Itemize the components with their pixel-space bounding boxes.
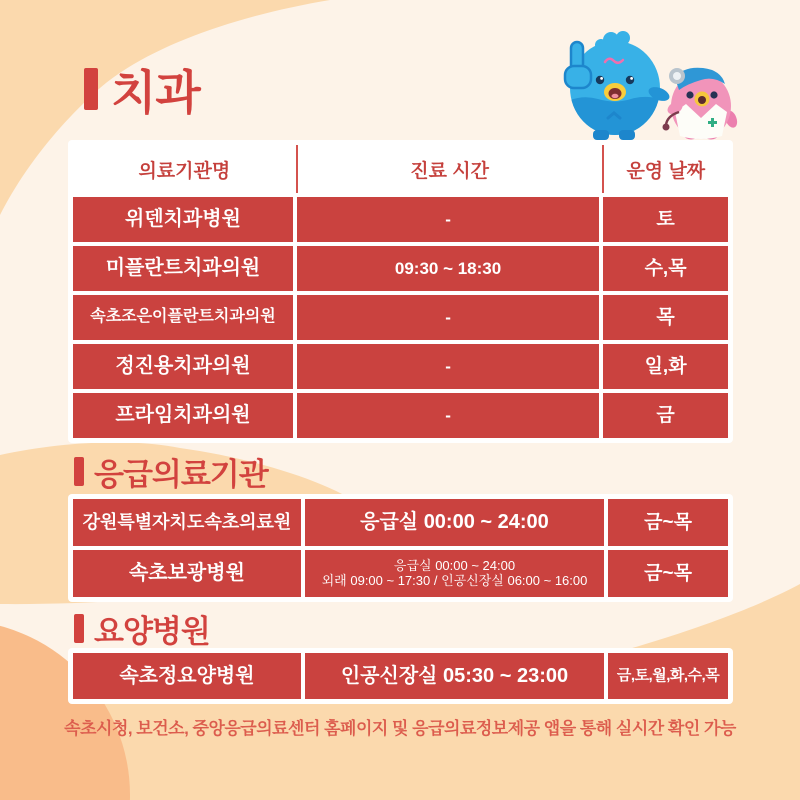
table-row: [73, 499, 728, 546]
cell-days: 금: [603, 393, 728, 438]
section-title-text: 요양병원: [94, 613, 210, 649]
section-title-emergency: [74, 450, 268, 492]
cell-name: 미플란트치과의원: [73, 246, 293, 291]
column-header-days: 운영 날짜: [602, 145, 728, 193]
cell-name: 속초보광병원: [73, 550, 301, 597]
cell-hours: -: [297, 393, 599, 438]
table-row: [73, 393, 728, 438]
mascots-illustration: [563, 27, 749, 140]
hours-line-2: 외래 09:00 ~ 17:30 / 인공신장실 06:00 ~ 16:00: [321, 572, 588, 588]
section-title-bar: [74, 614, 84, 643]
cell-name: 프라임치과의원: [73, 393, 293, 438]
cell-days: 일,화: [603, 344, 728, 389]
cell-hours: 09:30 ~ 18:30: [297, 246, 599, 291]
cell-hours: -: [297, 197, 599, 242]
table-row: [73, 344, 728, 389]
cell-days: 목: [603, 295, 728, 340]
dental-table: [68, 140, 733, 443]
cell-name: 정진용치과의원: [73, 344, 293, 389]
section-title-text: 응급의료기관: [94, 456, 268, 492]
cell-hours: [305, 550, 604, 597]
dental-table-header: [73, 145, 728, 193]
nursing-table: [68, 648, 733, 704]
cell-days: 토: [603, 197, 728, 242]
cell-hours: 응급실 00:00 ~ 24:00: [305, 499, 604, 546]
table-row: [73, 550, 728, 597]
cell-days: 수,목: [603, 246, 728, 291]
section-title-text: 치과: [111, 65, 200, 119]
hours-line-1: 응급실 00:00 ~ 24:00: [393, 557, 516, 573]
cell-hours: 인공신장실 05:30 ~ 23:00: [305, 653, 604, 699]
pink-doctor-mascot: [663, 68, 740, 140]
table-row: [73, 653, 728, 699]
section-title-nursing: [74, 607, 210, 649]
section-title-bar: [74, 457, 84, 486]
blue-bird-thumbs-up-mascot: [563, 31, 671, 140]
cell-name: 속초정요양병원: [73, 653, 301, 699]
cell-days: 금,토,월,화,수,목: [608, 653, 728, 699]
cell-name: 속초조은이플란트치과의원: [73, 295, 293, 340]
table-row: [73, 295, 728, 340]
table-row: [73, 246, 728, 291]
cell-name: 강원특별자치도속초의료원: [73, 499, 301, 546]
cell-hours: -: [297, 344, 599, 389]
emergency-table: [68, 494, 733, 602]
cell-days: 금~목: [608, 550, 728, 597]
cell-days: 금~목: [608, 499, 728, 546]
cell-hours: -: [297, 295, 599, 340]
footer-note: 속초시청, 보건소, 중앙응급의료센터 홈페이지 및 응급의료정보제공 앱을 통해 실시간 확인 가능: [64, 719, 736, 738]
section-title-bar: [84, 68, 98, 110]
section-title-dental: [84, 60, 200, 118]
cell-name: 위덴치과병원: [73, 197, 293, 242]
table-row: [73, 197, 728, 242]
column-header-name: 의료기관명: [73, 145, 296, 193]
column-header-hours: 진료 시간: [296, 145, 602, 193]
